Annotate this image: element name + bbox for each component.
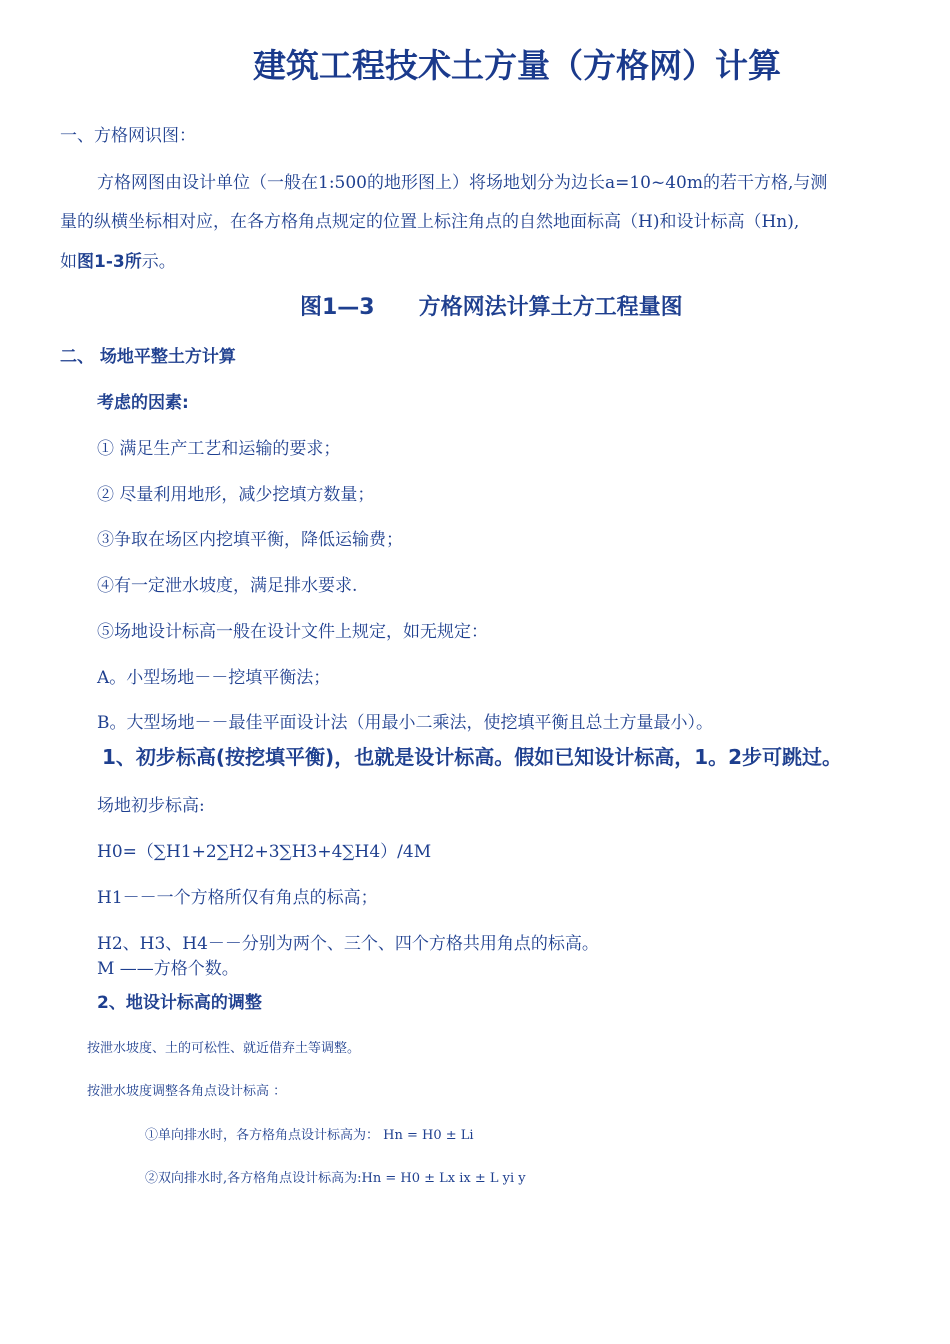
step2-line1: 按泄水坡度、土的可松性、就近借弃土等调整。 bbox=[87, 1041, 361, 1056]
section2-heading: 二、 场地平整土方计算 bbox=[60, 347, 236, 367]
section1-paragraph-line2: 量的纵横坐标相对应，在各方格角点规定的位置上标注角点的自然地面标高（H)和设计标高（Hn), bbox=[60, 212, 800, 232]
para-suffix: 示。 bbox=[141, 252, 176, 272]
step2-heading: 2、地设计标高的调整 bbox=[97, 993, 262, 1013]
section1-paragraph-line3 bbox=[60, 247, 176, 272]
step1-def-h234: H2、H3、H4－－分别为两个、三个、四个方格共用角点的标高。 bbox=[97, 934, 599, 954]
step2-item2: ②双向排水时,各方格角点设计标高为:Hn = H0 ± Lx ix ± L yi y bbox=[145, 1171, 526, 1186]
factor-item: ② 尽量利用地形，减少挖填方数量； bbox=[97, 485, 375, 505]
step1-label: 场地初步标高: bbox=[97, 796, 205, 816]
factor-item: ⑤场地设计标高一般在设计文件上规定，如无规定： bbox=[97, 622, 488, 642]
step2-item1: ①单向排水时，各方格角点设计标高为： Hn = H0 ± Li bbox=[145, 1128, 474, 1143]
figure-reference: 图1-3所 bbox=[77, 252, 142, 272]
step1-formula: H0=（∑H1+2∑H2+3∑H3+4∑H4）/4M bbox=[97, 842, 432, 862]
factor-item: ① 满足生产工艺和运输的要求； bbox=[97, 439, 341, 459]
page-title: 建筑工程技术土方量（方格网）计算 bbox=[253, 46, 781, 85]
step1-def-m: M ——方格个数。 bbox=[97, 959, 239, 979]
step1-def-h1: H1－－一个方格所仅有角点的标高； bbox=[97, 888, 378, 908]
factors-heading: 考虑的因素: bbox=[97, 393, 189, 413]
factor-item: ④有一定泄水坡度，满足排水要求. bbox=[97, 576, 358, 596]
factor-item: ③争取在场区内挖填平衡，降低运输费； bbox=[97, 530, 403, 550]
section1-paragraph-line1: 方格网图由设计单位（一般在1:500的地形图上）将场地划分为边长a=10~40m的若干方格,与测 bbox=[97, 173, 828, 193]
step2-line2: 按泄水坡度调整各角点设计标高 ： bbox=[87, 1084, 287, 1099]
step1-heading: 1、初步标高(按挖填平衡)，也就是设计标高。假如已知设计标高，1。2步可跳过。 bbox=[102, 745, 843, 769]
option-b: B。大型场地－－最佳平面设计法（用最小二乘法，使挖填平衡且总土方量最小）。 bbox=[97, 713, 713, 733]
option-a: A。小型场地－－挖填平衡法； bbox=[97, 668, 331, 688]
para-prefix: 如 bbox=[60, 252, 77, 272]
section1-heading: 一、方格网识图： bbox=[60, 126, 196, 146]
figure-caption: 图1—3 方格网法计算土方工程量图 bbox=[300, 295, 683, 320]
